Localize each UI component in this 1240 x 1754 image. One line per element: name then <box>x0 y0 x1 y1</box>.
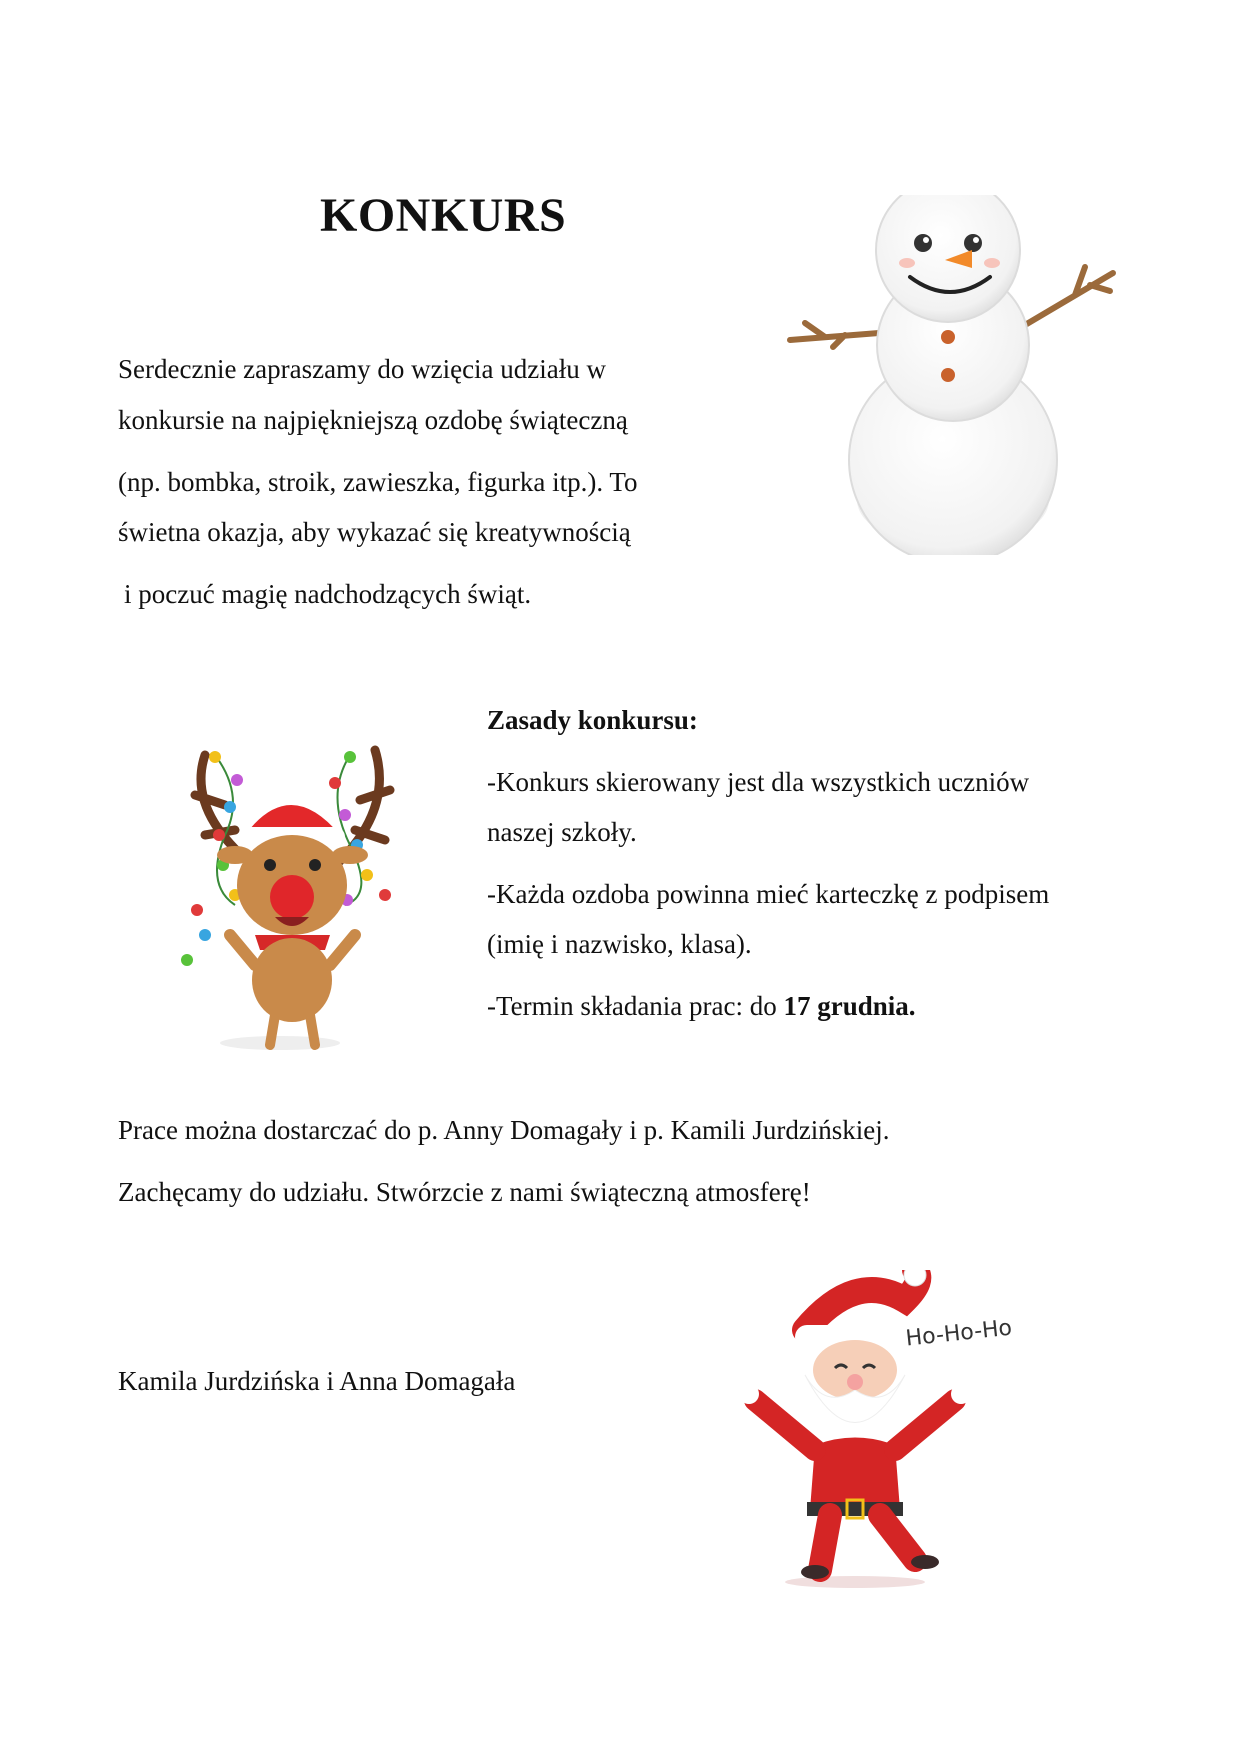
intro-line-3: (np. bombka, stroik, zawieszka, figurka itp.). To <box>118 467 638 497</box>
signature: Kamila Jurdzińska i Anna Domagała <box>118 1366 516 1396</box>
reindeer-illustration <box>175 735 415 1055</box>
deadline-prefix: -Termin składania prac: do <box>487 991 784 1021</box>
deadline-date: 17 grudnia. <box>783 991 916 1021</box>
closing-text: Zachęcamy do udziału. Stwórzcie z nami świąteczną atmosferę! <box>118 1177 811 1207</box>
rules-heading: Zasady konkursu: <box>487 705 698 735</box>
rule-line-4: (imię i nazwisko, klasa). <box>487 929 752 959</box>
rule-line-2: naszej szkoły. <box>487 817 637 847</box>
rule-line-3: -Każda ozdoba powinna mieć karteczkę z podpisem <box>487 879 1050 909</box>
rule-deadline <box>487 993 916 1020</box>
intro-line-1: Serdecznie zapraszamy do wzięcia udziału w <box>118 354 607 384</box>
delivery-text: Prace można dostarczać do p. Anny Domagały i p. Kamili Jurdzińskiej. <box>118 1115 890 1145</box>
intro-line-5: i poczuć magię nadchodzących świąt. <box>124 579 532 609</box>
intro-line-2: konkursie na najpiękniejszą ozdobę świąteczną <box>118 405 628 435</box>
santa-illustration <box>735 1270 1015 1590</box>
snowman-illustration <box>785 195 1125 555</box>
rule-line-1: -Konkurs skierowany jest dla wszystkich uczniów <box>487 767 1030 797</box>
santa-speech-text: Ho-Ho-Ho <box>904 1315 1014 1352</box>
intro-line-4: świetna okazja, aby wykazać się kreatywnością <box>118 517 631 547</box>
page-title: KONKURS <box>320 189 567 242</box>
